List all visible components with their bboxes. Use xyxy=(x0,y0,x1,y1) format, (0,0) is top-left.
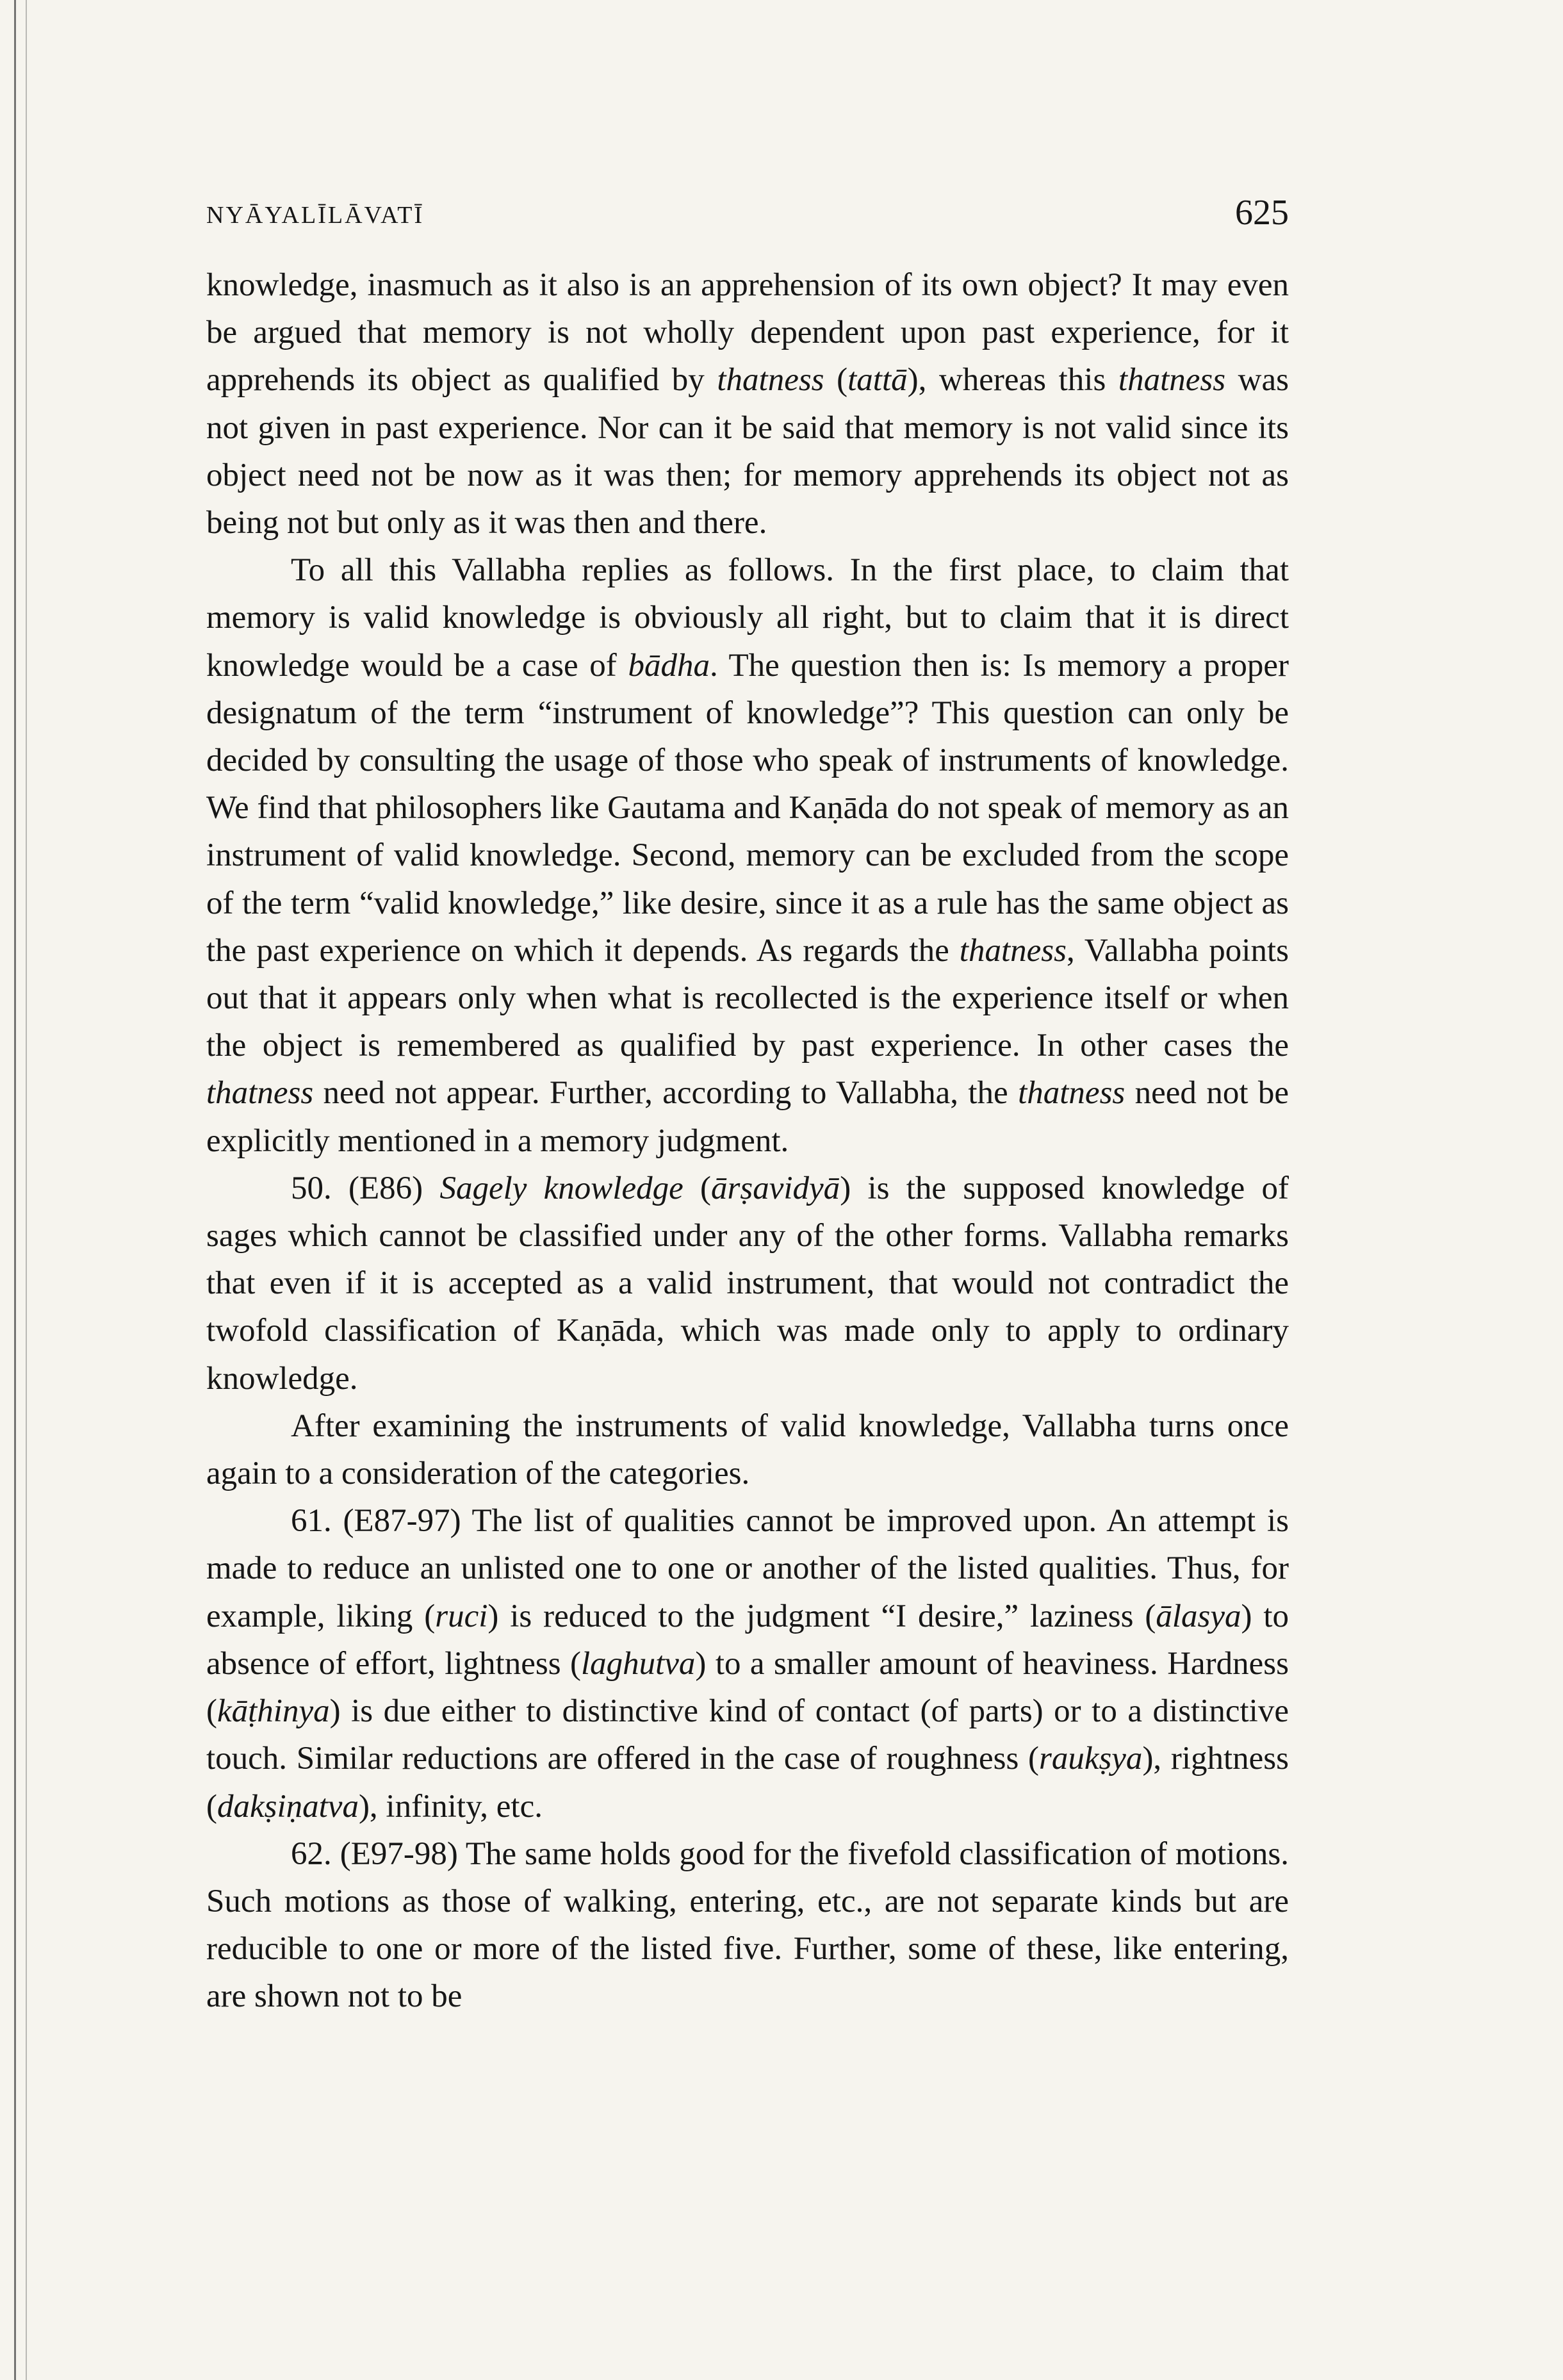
text-run: 61. (E87-97) The list of qualities cannot be improved upon. An attempt is made to reduce an unlisted one to one or another of the listed qualities. Thus, for example, liking ( xyxy=(206,1503,1289,1634)
text-run: , Vallabha points out that it appears only when what is recollected is the experience itself or when the object is remembered as qualified by past experience. In other cases the xyxy=(206,932,1289,1064)
text-run: ) is the supposed knowledge of sages which cannot be classified under any of the other forms. Vallabha remarks that even if it is accepted as a valid instrument, that would not contradict the twofold classification of Kaṇāda, which was made only to apply to ordinary knowledge. xyxy=(206,1170,1289,1397)
text-run: 50. (E86) xyxy=(291,1170,440,1206)
paragraph xyxy=(206,1830,1289,2021)
italic-term: raukṣya xyxy=(1038,1741,1143,1777)
page-number: 625 xyxy=(1235,193,1289,233)
binding-edge xyxy=(14,0,16,2380)
text-run: ) to absence of effort, lightness ( xyxy=(206,1598,1289,1682)
text-run: To all this Vallabha replies as follows. In the first place, to claim that memory is valid knowledge is obviously all right, but to claim that it is direct knowledge would be a case of xyxy=(206,552,1289,684)
paragraph xyxy=(206,1165,1289,1402)
text-run: ( xyxy=(683,1170,712,1206)
running-head xyxy=(206,192,1289,243)
italic-term: kāṭhinya xyxy=(217,1693,330,1730)
text-run: ) to a smaller amount of heaviness. Hardness ( xyxy=(206,1645,1289,1730)
italic-term: bādha xyxy=(628,647,710,684)
text-run: need not be explicitly mentioned in a memory judgment. xyxy=(206,1075,1289,1159)
italic-term: Sagely knowledge xyxy=(439,1170,683,1206)
italic-term: tattā xyxy=(847,362,908,398)
italic-term: laghutva xyxy=(580,1645,696,1682)
italic-term: thatness xyxy=(959,932,1067,969)
paragraph xyxy=(206,1497,1289,1830)
italic-term: ruci xyxy=(435,1598,488,1634)
text-run: 62. (E97-98) The same holds good for the fivefold classification of motions. Such motions as those of walking, entering, etc., are not separate kinds but are reducible to one or more of the listed five. Further, some of these, like entering, are shown not to be xyxy=(206,1835,1289,2015)
italic-term: dakṣiṇatva xyxy=(217,1788,359,1825)
text-run: ) is due either to distinctive kind of contact (of parts) or to a distinctive touch. Similar reductions are offered in the case of roughness ( xyxy=(206,1693,1289,1777)
text-run: ), infinity, etc. xyxy=(358,1788,543,1825)
italic-term: thatness xyxy=(206,1075,314,1112)
binding-edge-shadow xyxy=(26,0,27,2380)
text-run: was not given in past experience. Nor can it be said that memory is not valid since its object need not be now as it was then; for memory apprehends its object not as being not but only as it was then and there. xyxy=(206,362,1289,541)
paragraph xyxy=(206,261,1289,546)
italic-term: ārṣavidyā xyxy=(711,1170,840,1206)
text-run: knowledge, inasmuch as it also is an apprehension of its own object? It may even be argued that memory is not wholly dependent upon past experience, for it apprehends its object as qualified by xyxy=(206,267,1289,398)
italic-term: thatness xyxy=(1118,362,1226,398)
running-title: NYĀYALĪLĀVATĪ xyxy=(206,202,425,229)
body-text xyxy=(206,261,1289,2021)
text-run: ), rightness ( xyxy=(206,1741,1289,1825)
text-run: After examining the instruments of valid knowledge, Vallabha turns once again to a consideration of the categories. xyxy=(206,1407,1289,1492)
text-run: ), whereas this xyxy=(907,362,1118,398)
italic-term: thatness xyxy=(1018,1075,1125,1112)
italic-term: ālasya xyxy=(1156,1598,1241,1634)
paragraph xyxy=(206,1402,1289,1497)
paragraph xyxy=(206,546,1289,1165)
text-run: . The question then is: Is memory a proper designatum of the term “instrument of knowledge”? This question can only be decided by consulting the usage of those who speak of instruments of knowledge. We find that philosophers like Gautama and Kaṇāda do not speak of memory as an instrument of valid knowledge. Second, memory can be excluded from the scope of the term “valid knowledge,” like desire, since it as a rule has the same object as the past experience on which it depends. As regards the xyxy=(206,647,1289,969)
text-run: need not appear. Further, according to Vallabha, the xyxy=(313,1075,1019,1112)
text-run: ( xyxy=(824,362,848,398)
italic-term: thatness xyxy=(717,362,824,398)
text-run: ) is reduced to the judgment “I desire,” laziness ( xyxy=(487,1598,1156,1634)
